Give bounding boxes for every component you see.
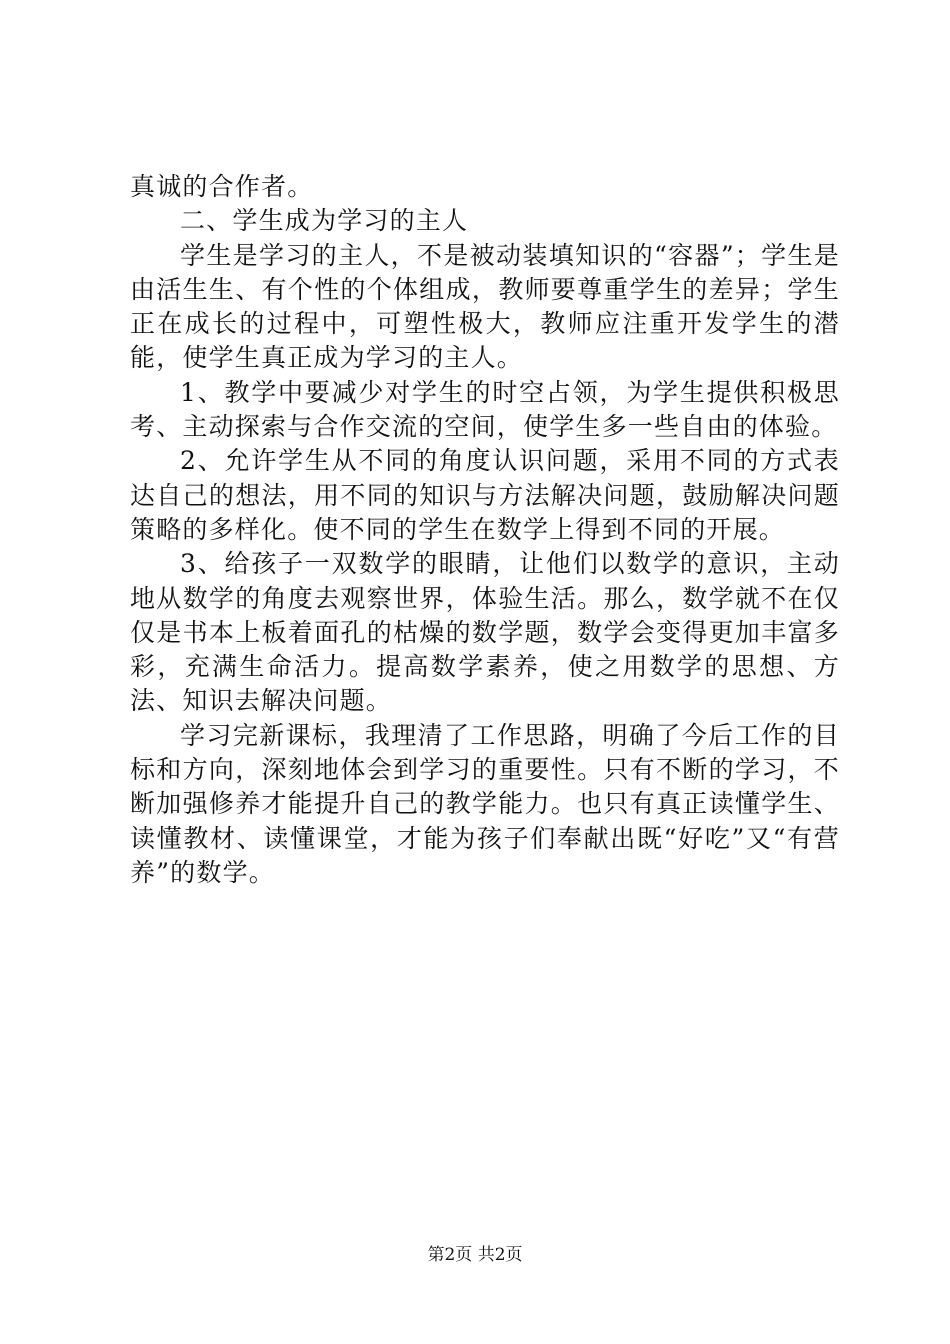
page-number-footer: 第2页 共2页	[427, 1245, 523, 1265]
paragraph-point-2: 2、允许学生从不同的角度认识问题，采用不同的方式表达自己的想法，用不同的知识与方法解决问题，鼓励解决问题策略的多样化。使不同的学生在数学上得到不同的开展。	[130, 446, 840, 544]
section-heading: 二、学生成为学习的主人	[180, 206, 469, 236]
paragraph-conclusion: 学习完新课标，我理清了工作思路，明确了今后工作的目标和方向，深刻地体会到学习的重要性。只有不断的学习，不断加强修养才能提升自己的教学能力。也只有真正读懂学生、读懂教材、读懂课堂，才能为孩子们奉献出既“好吃”又“有营养”的数学。	[130, 720, 840, 887]
paragraph-point-3: 3、给孩子一双数学的眼睛，让他们以数学的意识，主动地从数学的角度去观察世界，体验生活。那么，数学就不在仅仅是书本上板着面孔的枯燥的数学题，数学会变得更加丰富多彩，充满生命活力。提高数学素养，使之用数学的思想、方法、知识去解决问题。	[130, 549, 840, 716]
paragraph-point-1: 1、教学中要减少对学生的时空占领，为学生提供积极思考、主动探索与合作交流的空间，使学生多一些自由的体验。	[130, 377, 840, 442]
paragraph-students-masters: 学生是学习的主人，不是被动装填知识的“容器”；学生是由活生生、有个性的个体组成，教师要尊重学生的差异；学生正在成长的过程中，可塑性极大，教师应注重开发学生的潜能，使学生真正成为学习的主人。	[130, 240, 840, 373]
paragraph-continuation: 真诚的合作者。	[130, 172, 314, 201]
document-body	[130, 170, 840, 890]
